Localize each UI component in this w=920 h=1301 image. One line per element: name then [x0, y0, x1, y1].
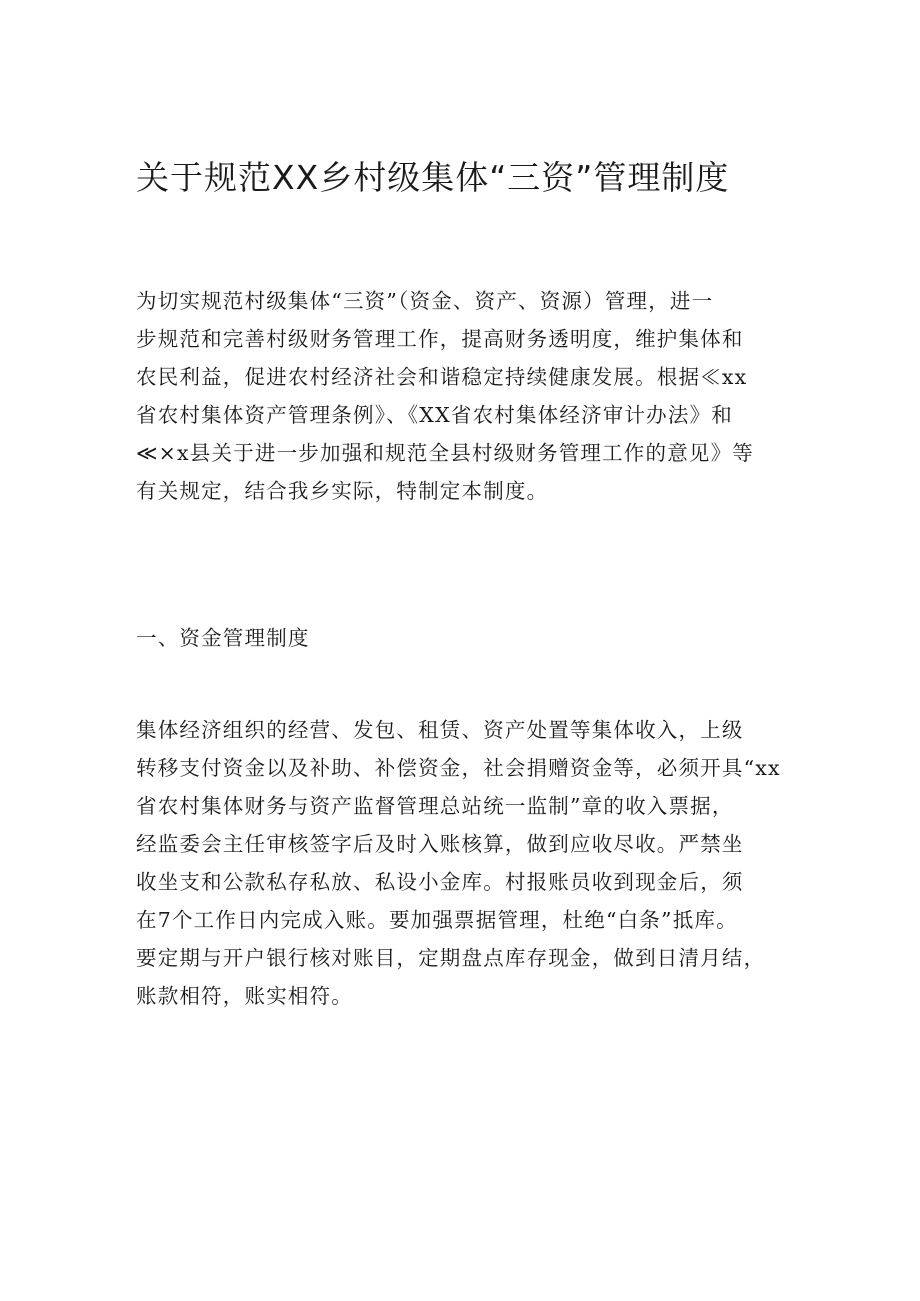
document-title: 关于规范XX乡村级集体“三资”管理制度: [136, 158, 730, 197]
section-heading-text: 一、资金管理制度: [136, 626, 310, 650]
section-heading: [136, 619, 816, 657]
paragraph-line: 为切实规范村级集体“三资”（资金、资产、资源）管理，进一: [136, 289, 714, 313]
paragraph-line: 转移支付资金以及补助、补偿资金，社会捐赠资金等，必须开具“xx: [136, 756, 781, 780]
intro-paragraph: [136, 282, 816, 510]
paragraph-line: 收坐支和公款私存私放、私设小金库。村报账员收到现金后，须: [136, 870, 744, 894]
paragraph-line: 要定期与开户银行核对账目，定期盘点库存现金，做到日清月结，: [136, 946, 766, 970]
paragraph-line: 有关规定，结合我乡实际，特制定本制度。: [136, 479, 549, 503]
paragraph-line: 省农村集体财务与资产监督管理总站统一监制”章的收入票据，: [136, 794, 734, 818]
paragraph-line: 账款相符，账实相符。: [136, 984, 353, 1008]
paragraph-line: 省农村集体资产管理条例》、《XX省农村集体经济审计办法》和: [136, 403, 733, 427]
section-paragraph: [136, 711, 816, 1015]
paragraph-line: ≪×x县关于进一步加强和规范全县村级财务管理工作的意见》等: [136, 441, 754, 465]
paragraph-line: 经监委会主任审核签字后及时入账核算，做到应收尽收。严禁坐: [136, 832, 744, 856]
paragraph-line: 集体经济组织的经营、发包、租赁、资产处置等集体收入，上级: [136, 718, 744, 742]
paragraph-line: 在7个工作日内完成入账。要加强票据管理，杜绝“白条”抵库。: [136, 908, 738, 932]
paragraph-line: 农民利益，促进农村经济社会和谐稳定持续健康发展。根据≪xx: [136, 365, 748, 389]
paragraph-line: 步规范和完善村级财务管理工作，提高财务透明度，维护集体和: [136, 327, 744, 351]
